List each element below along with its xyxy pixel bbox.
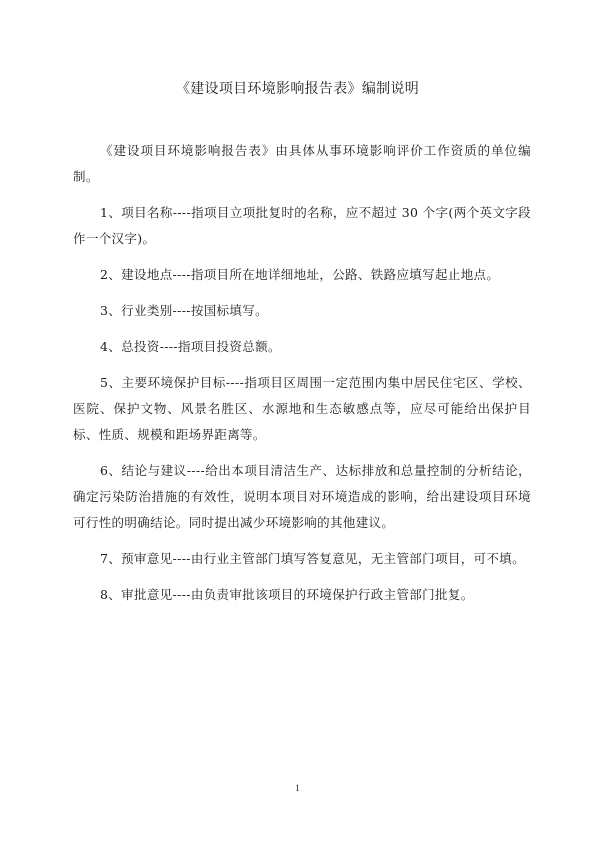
item-construction-site: 2、建设地点----指项目所在地详细地址，公路、铁路应填写起止地点。 (100, 267, 500, 282)
item-project-name: 1、项目名称----指项目立项批复时的名称，应不超过 30 个字(两个英文字段作一个汉字)。 (73, 205, 531, 246)
item-industry-category: 3、行业类别----按国标填写。 (100, 303, 268, 318)
document-title: 《建设项目环境影响报告表》编制说明 (175, 81, 420, 97)
item-approval: 8、审批意见----由负责审批该项目的环境保护行政主管部门批复。 (100, 587, 474, 602)
document-body (73, 138, 531, 618)
page-number: 1 (295, 783, 300, 793)
intro-paragraph: 《建设项目环境影响报告表》由具体从事环境影响评价工作资质的单位编制。 (73, 143, 531, 184)
item-protection-targets: 5、主要环境保护目标----指项目区周围一定范围内集中居民住宅区、学校、医院、保护文物、风景名胜区、水源地和生态敏感点等，应尽可能给出保护目标、性质、规模和距场界距离等。 (73, 375, 531, 442)
item-pre-review: 7、预审意见----由行业主管部门填写答复意见，无主管部门项目，可不填。 (100, 551, 525, 566)
item-total-investment: 4、总投资----指项目投资总额。 (100, 339, 281, 354)
item-conclusions: 6、结论与建议----给出本项目清洁生产、达标排放和总量控制的分析结论，确定污染防治措施的有效性，说明本项目对环境造成的影响，给出建设项目环境可行性的明确结论。同时提出减少环境影响的其他建议。 (73, 463, 531, 530)
